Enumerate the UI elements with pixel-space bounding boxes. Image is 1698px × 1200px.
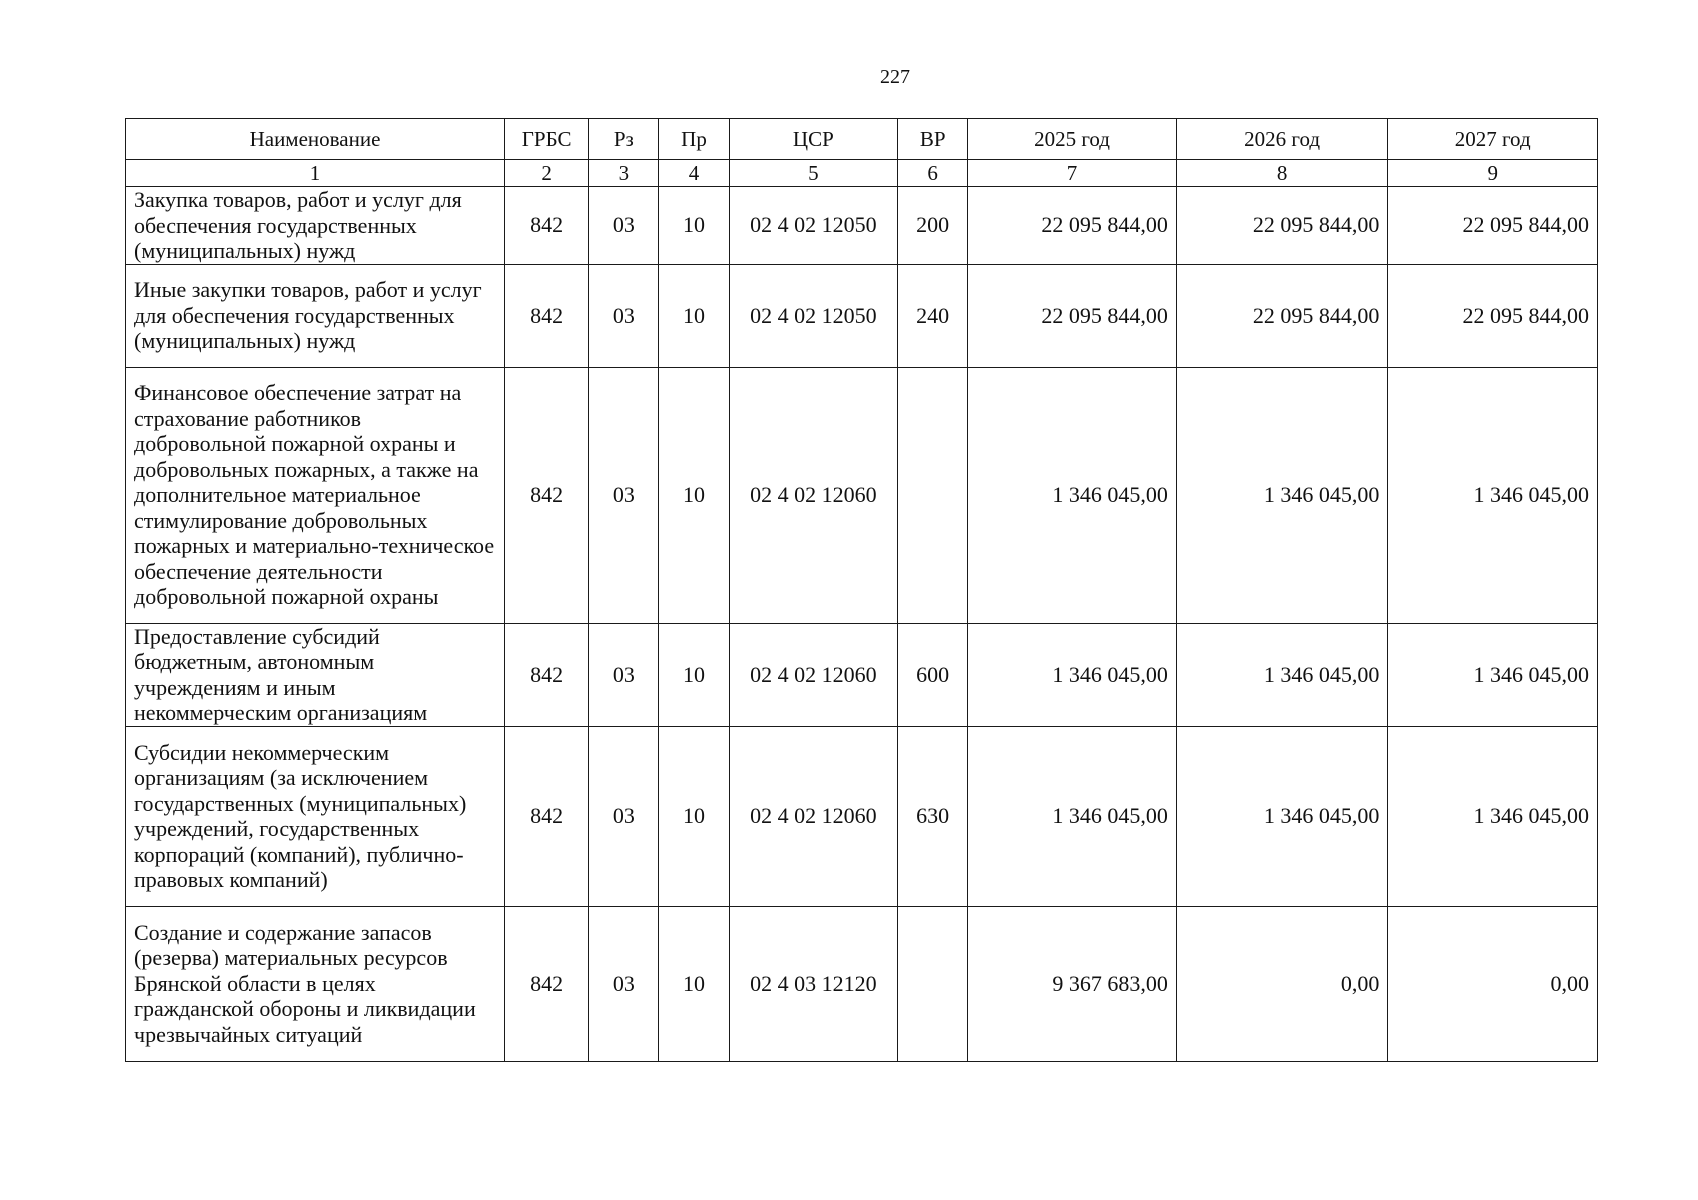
row-grbs: 842 (505, 726, 589, 906)
row-rz: 03 (589, 367, 659, 623)
column-number: 5 (729, 160, 897, 187)
row-pr: 10 (659, 906, 729, 1061)
column-number: 8 (1176, 160, 1388, 187)
column-number: 3 (589, 160, 659, 187)
row-pr: 10 (659, 187, 729, 265)
column-number: 4 (659, 160, 729, 187)
row-vr: 630 (898, 726, 968, 906)
row-vr: 600 (898, 623, 968, 726)
column-number: 6 (898, 160, 968, 187)
row-2027: 1 346 045,00 (1388, 367, 1598, 623)
row-vr (898, 906, 968, 1061)
row-name: Закупка товаров, работ и услуг для обеспечения государственных (муниципальных) нужд (126, 187, 505, 265)
row-grbs: 842 (505, 187, 589, 265)
row-pr: 10 (659, 726, 729, 906)
row-rz: 03 (589, 187, 659, 265)
row-2026: 22 095 844,00 (1176, 187, 1388, 265)
row-2025: 1 346 045,00 (968, 367, 1177, 623)
header-2025: 2025 год (968, 119, 1177, 160)
column-number: 7 (968, 160, 1177, 187)
header-vr: ВР (898, 119, 968, 160)
row-2027: 1 346 045,00 (1388, 623, 1598, 726)
row-csr: 02 4 03 12120 (729, 906, 897, 1061)
header-name: Наименование (126, 119, 505, 160)
row-2026: 1 346 045,00 (1176, 623, 1388, 726)
row-2027: 22 095 844,00 (1388, 264, 1598, 367)
column-number: 1 (126, 160, 505, 187)
row-name: Субсидии некоммерческим организациям (за исключением государственных (муниципальных) учреждений, государственных корпораций (компаний), публично-правовых компаний) (126, 726, 505, 906)
table-row (126, 726, 1598, 906)
row-2027: 1 346 045,00 (1388, 726, 1598, 906)
row-pr: 10 (659, 623, 729, 726)
budget-table (125, 118, 1598, 1062)
header-pr: Пр (659, 119, 729, 160)
column-number: 2 (505, 160, 589, 187)
page-number: 227 (880, 66, 910, 88)
row-vr (898, 367, 968, 623)
row-rz: 03 (589, 264, 659, 367)
row-name: Создание и содержание запасов (резерва) материальных ресурсов Брянской области в целях гражданской обороны и ликвидации чрезвычайных ситуаций (126, 906, 505, 1061)
table-row (126, 367, 1598, 623)
row-csr: 02 4 02 12050 (729, 264, 897, 367)
row-rz: 03 (589, 726, 659, 906)
row-csr: 02 4 02 12050 (729, 187, 897, 265)
row-grbs: 842 (505, 264, 589, 367)
row-grbs: 842 (505, 623, 589, 726)
row-2026: 1 346 045,00 (1176, 726, 1388, 906)
row-2025: 22 095 844,00 (968, 264, 1177, 367)
table-row (126, 264, 1598, 367)
column-number-row (126, 160, 1598, 187)
row-csr: 02 4 02 12060 (729, 623, 897, 726)
header-rz: Рз (589, 119, 659, 160)
header-row (126, 119, 1598, 160)
header-csr: ЦСР (729, 119, 897, 160)
row-2026: 22 095 844,00 (1176, 264, 1388, 367)
row-name: Финансовое обеспечение затрат на страхование работников добровольной пожарной охраны и добровольных пожарных, а также на дополнительное материальное стимулирование добровольных пожарных и материально-техническое обеспечение деятельности добровольной пожарной охраны (126, 367, 505, 623)
table-row (126, 906, 1598, 1061)
table-row (126, 623, 1598, 726)
row-rz: 03 (589, 906, 659, 1061)
header-2027: 2027 год (1388, 119, 1598, 160)
row-name: Иные закупки товаров, работ и услуг для обеспечения государственных (муниципальных) нужд (126, 264, 505, 367)
row-2025: 9 367 683,00 (968, 906, 1177, 1061)
row-2027: 22 095 844,00 (1388, 187, 1598, 265)
row-2027: 0,00 (1388, 906, 1598, 1061)
row-grbs: 842 (505, 367, 589, 623)
row-2026: 0,00 (1176, 906, 1388, 1061)
row-2025: 1 346 045,00 (968, 726, 1177, 906)
row-name: Предоставление субсидий бюджетным, автономным учреждениям и иным некоммерческим организациям (126, 623, 505, 726)
header-grbs: ГРБС (505, 119, 589, 160)
row-vr: 240 (898, 264, 968, 367)
table-row (126, 187, 1598, 265)
row-2025: 1 346 045,00 (968, 623, 1177, 726)
row-pr: 10 (659, 264, 729, 367)
row-vr: 200 (898, 187, 968, 265)
row-csr: 02 4 02 12060 (729, 726, 897, 906)
row-csr: 02 4 02 12060 (729, 367, 897, 623)
column-number: 9 (1388, 160, 1598, 187)
header-2026: 2026 год (1176, 119, 1388, 160)
row-rz: 03 (589, 623, 659, 726)
row-2025: 22 095 844,00 (968, 187, 1177, 265)
row-grbs: 842 (505, 906, 589, 1061)
row-2026: 1 346 045,00 (1176, 367, 1388, 623)
row-pr: 10 (659, 367, 729, 623)
